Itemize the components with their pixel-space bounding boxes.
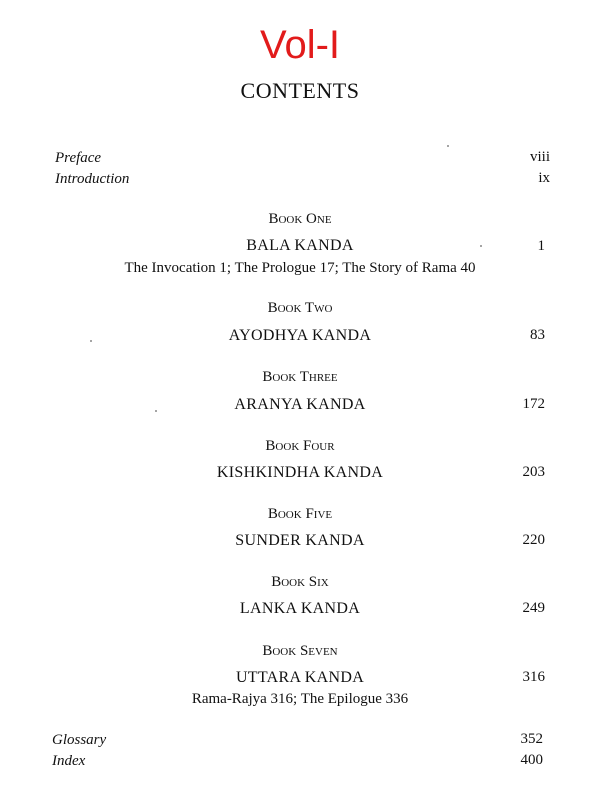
toc-page-glossary: 352 [520, 731, 543, 747]
scan-speck [480, 245, 482, 247]
kanda-sections: Rama-Rajya 316; The Epilogue 336 [191, 691, 409, 707]
book-label: Book Five [267, 506, 333, 522]
scan-speck [155, 410, 157, 412]
kanda-title: AYODHYA KANDA [228, 327, 372, 344]
book-label: Book One [268, 211, 332, 227]
kanda-title: LANKA KANDA [239, 600, 361, 617]
toc-page-index: 400 [520, 752, 543, 768]
kanda-page: 83 [530, 327, 545, 343]
toc-entry-preface: Preface [55, 150, 102, 166]
kanda-title: SUNDER KANDA [235, 532, 365, 549]
scan-speck [447, 145, 449, 147]
toc-entry-index: Index [52, 753, 86, 769]
kanda-page: 316 [522, 669, 545, 685]
kanda-page: 203 [522, 464, 545, 480]
book-label: Book Two [267, 300, 333, 316]
kanda-sections: The Invocation 1; The Prologue 17; The Story of Rama 40 [124, 260, 476, 276]
toc-entry-introduction: Introduction [55, 171, 130, 187]
toc-page-preface: viii [529, 149, 550, 165]
scan-speck [90, 340, 92, 342]
book-label: Book Four [265, 438, 335, 454]
kanda-title: KISHKINDHA KANDA [216, 464, 384, 481]
kanda-page: 249 [522, 600, 545, 616]
kanda-title: UTTARA KANDA [235, 669, 365, 686]
toc-page-introduction: ix [538, 170, 550, 186]
book-label: Book Six [271, 574, 329, 590]
kanda-page: 172 [522, 396, 545, 412]
toc-entry-glossary: Glossary [52, 732, 107, 748]
page-title: CONTENTS [240, 78, 360, 103]
kanda-page: 1 [537, 238, 545, 254]
kanda-title: BALA KANDA [246, 237, 354, 254]
book-label: Book Three [262, 369, 338, 385]
book-label: Book Seven [262, 643, 338, 659]
kanda-title: ARANYA KANDA [234, 396, 366, 413]
volume-label: Vol-I [259, 23, 341, 67]
kanda-page: 220 [522, 532, 545, 548]
